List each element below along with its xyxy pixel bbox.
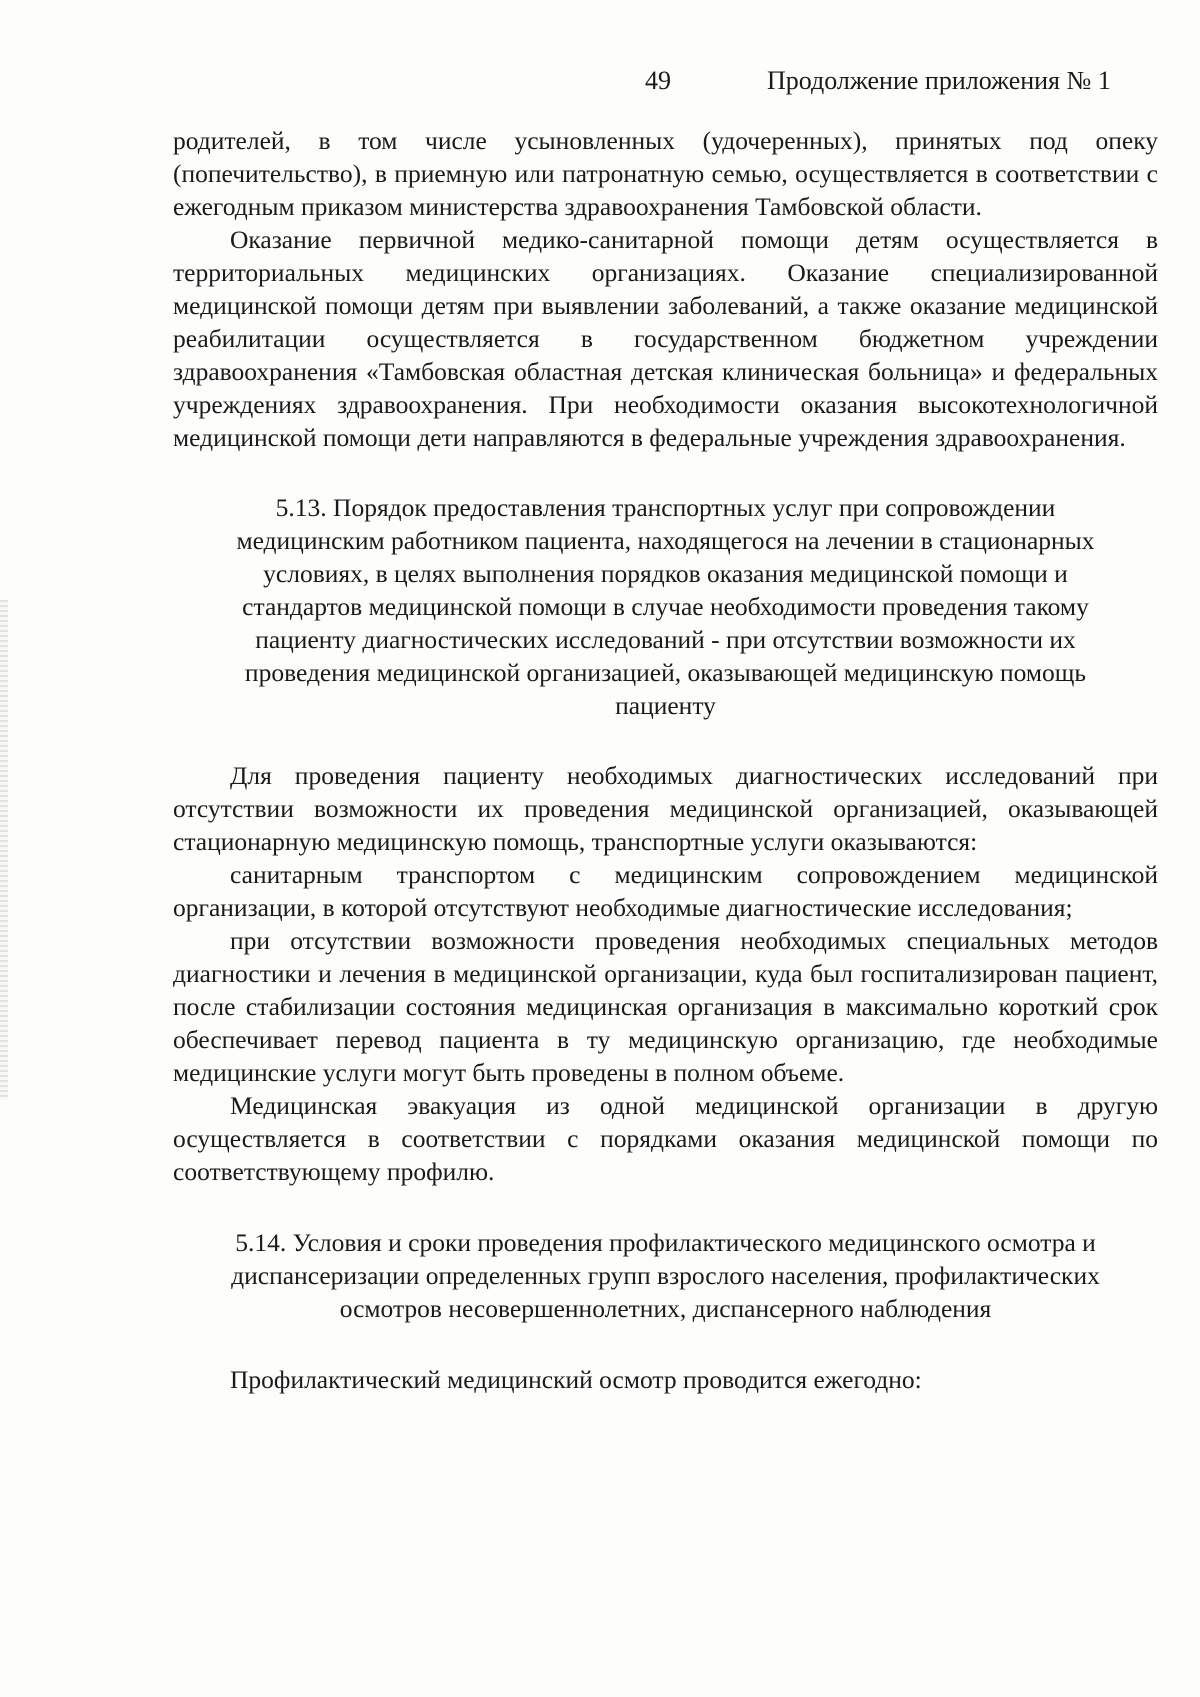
page-number: 49 — [645, 66, 671, 95]
paragraph-evacuation: Медицинская эвакуация из одной медицинской организации в другую осуществляется в соответствии с порядками оказания медицинской помощи по соответствующему профилю. — [173, 1091, 1158, 1186]
paragraph-continued: родителей, в том числе усыновленных (удочеренных), принятых под опеку (попечительство), в приемную или патронатную семью, осуществляется в соответствии с ежегодным приказом министерства здравоохранения Тамбовской области. — [173, 126, 1158, 221]
paragraph-transport-intro: Для проведения пациенту необходимых диагностических исследований при отсутствии возможности их проведения медицинской организацией, оказывающей стационарную медицинскую помощь, транспортные услуги оказываются: — [173, 761, 1158, 856]
paragraph-primary-care: Оказание первичной медико-санитарной помощи детям осуществляется в территориальных медицинских организациях. Оказание специализированной медицинской помощи детям при выявлении заболеваний, а также оказание медицинской реабилитации осуществляется в государственном бюджетном учреждении здравоохранения «Тамбовская областная детская клиническая больница» и федеральных учреждениях здравоохранения. При необходимости оказания высокотехнологичной медицинской помощи дети направляются в федеральные учреждения здравоохранения. — [173, 225, 1158, 452]
appendix-note: Продолжение приложения № 1 — [767, 66, 1111, 95]
paragraph-transfer: при отсутствии возможности проведения необходимых специальных методов диагностики и лечения в медицинской организации, куда был госпитализирован пациент, после стабилизации состояния медицинская организация в максимально короткий срок обеспечивает перевод пациента в ту медицинскую организацию, где необходимые медицинские услуги могут быть проведены в полном объеме. — [173, 926, 1158, 1087]
scan-edge-artifact — [0, 600, 8, 1100]
section-heading-5-14: 5.14. Условия и сроки проведения профилактического медицинского осмотра и диспансеризации определенных групп взрослого населения, профилактических осмотров несовершеннолетних, диспансерного наблюдения — [231, 1228, 1100, 1323]
paragraph-preventive-exam: Профилактический медицинский осмотр проводится ежегодно: — [230, 1365, 922, 1394]
document-body — [173, 124, 1158, 1396]
section-heading-5-13: 5.13. Порядок предоставления транспортных услуг при сопровождении медицинским работником пациента, находящегося на лечении в стационарных условиях, в целях выполнения порядков оказания медицинской помощи и стандартов медицинской помощи в случае необходимости проведения такому пациенту диагностических исследований - при отсутствии возможности их проведения медицинской организацией, оказывающей медицинскую помощь пациенту — [236, 493, 1095, 720]
paragraph-sanitary-transport: санитарным транспортом с медицинским сопровождением медицинской организации, в которой отсутствуют необходимые диагностические исследования; — [173, 860, 1158, 922]
page-header — [0, 66, 1200, 100]
